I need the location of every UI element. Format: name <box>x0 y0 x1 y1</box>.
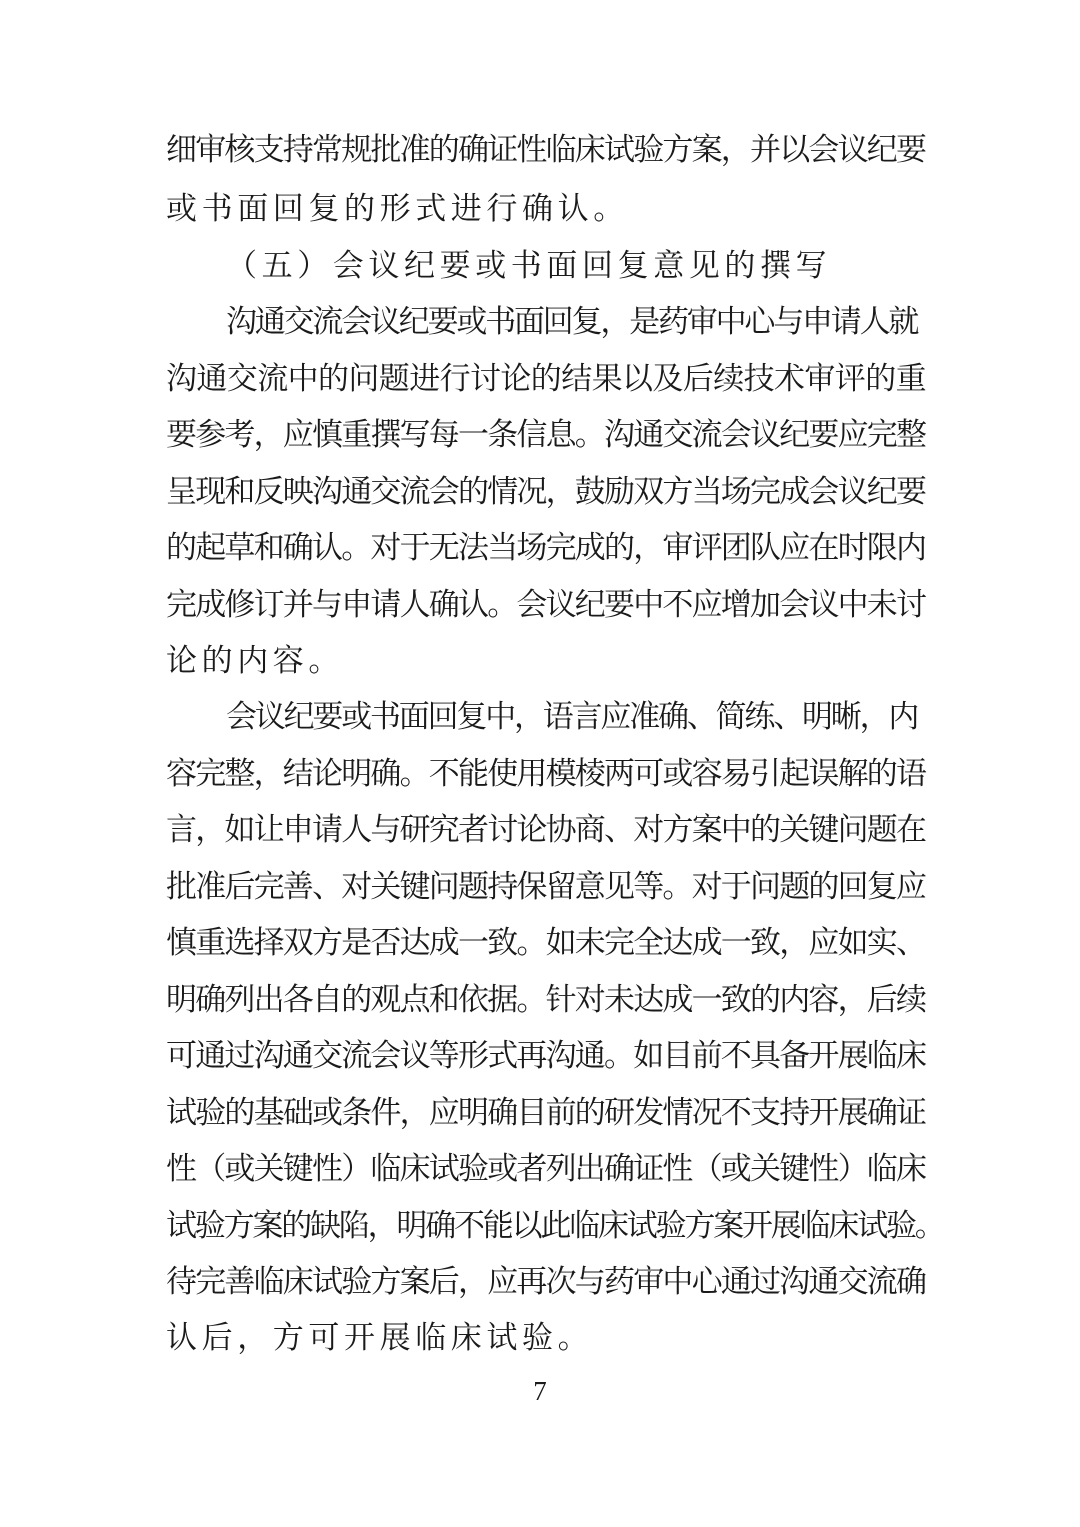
text-line: 论的内容。 <box>166 643 344 679</box>
text-line: 慎重选择双方是否达成一致。如未完全达成一致，应如实、 <box>166 925 926 961</box>
text-line: 认后，方可开展临床试验。 <box>166 1320 594 1356</box>
text-line: 试验方案的缺陷，明确不能以此临床试验方案开展临床试验。 <box>166 1208 944 1244</box>
text-line: 细审核支持常规批准的确证性临床试验方案，并以会议纪要 <box>166 132 926 168</box>
text-line: 的起草和确认。对于无法当场完成的，审评团队应在时限内 <box>166 530 926 566</box>
text-line: 言，如让申请人与研究者讨论协商、对方案中的关键问题在 <box>166 812 926 848</box>
section-heading: （五）会议纪要或书面回复意见的撰写 <box>226 248 832 284</box>
text-line: 明确列出各自的观点和依据。针对未达成一致的内容，后续 <box>166 982 926 1018</box>
text-line: 性（或关键性）临床试验或者列出确证性（或关键性）临床 <box>166 1151 926 1187</box>
text-line: 沟通交流会议纪要或书面回复，是药审中心与申请人就 <box>226 304 918 340</box>
text-line: 会议纪要或书面回复中，语言应准确、简练、明晰，内 <box>226 699 918 735</box>
text-line: 容完整，结论明确。不能使用模棱两可或容易引起误解的语 <box>166 756 926 792</box>
text-line: 完成修订并与申请人确认。会议纪要中不应增加会议中未讨 <box>166 587 926 623</box>
text-line: 试验的基础或条件，应明确目前的研发情况不支持开展确证 <box>166 1095 926 1131</box>
page-number: 7 <box>533 1376 547 1406</box>
text-line: 批准后完善、对关键问题持保留意见等。对于问题的回复应 <box>166 869 926 905</box>
text-line: 呈现和反映沟通交流会的情况，鼓励双方当场完成会议纪要 <box>166 474 926 510</box>
text-line: 沟通交流中的问题进行讨论的结果以及后续技术审评的重 <box>166 361 926 397</box>
text-line: 或书面回复的形式进行确认。 <box>166 191 629 227</box>
text-line: 可通过沟通交流会议等形式再沟通。如目前不具备开展临床 <box>166 1038 926 1074</box>
text-line: 待完善临床试验方案后，应再次与药审中心通过沟通交流确 <box>166 1264 926 1300</box>
text-line: 要参考，应慎重撰写每一条信息。沟通交流会议纪要应完整 <box>166 417 926 453</box>
